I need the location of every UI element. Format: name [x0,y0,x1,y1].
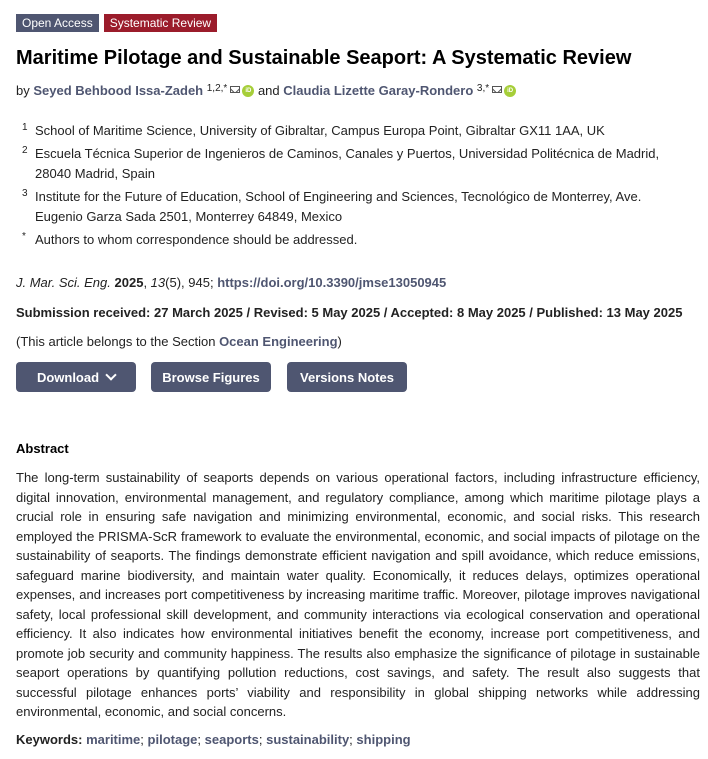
article-badges [16,14,217,32]
keyword-link[interactable]: shipping [356,732,411,747]
keyword-link[interactable]: maritime [86,732,141,747]
open-access-badge[interactable]: Open Access [16,14,99,32]
download-button[interactable] [16,362,136,392]
keyword-separator: ; [349,732,353,747]
article-type-badge[interactable]: Systematic Review [104,14,217,32]
browse-figures-button[interactable]: Browse Figures [151,362,271,392]
affiliation-text: Institute for the Future of Education, School of Engineering and Sciences, Tecnológico de Monterrey, Ave. Eugenio Garza Sada 2501, Monterrey 64849, Mexico [35,189,642,224]
affiliation-item [16,230,676,250]
and-label: and [257,83,280,98]
article-actions [16,362,407,392]
versions-notes-button[interactable]: Versions Notes [287,362,407,392]
affiliation-number: 2 [22,145,28,156]
affiliation-number: 3 [22,188,28,199]
orcid-icon[interactable]: iD [504,85,516,97]
section-link[interactable]: Ocean Engineering [219,334,338,349]
author-list [16,83,516,100]
abstract-text: The long-term sustainability of seaports depends on various operational factors, including infrastructure efficiency, digital innovation, environmental management, and regulatory compliance, among which maritime pilotage plays a crucial role in ensuring safe navigation and minimizing environmental, economic, and social risks. This research employed the PRISMA-ScR framework to evaluate the environmental, economic, and social impacts of pilotage on the sustainability of seaports. The findings demonstrate efficient navigation and spill avoidance, which reduce emissions, safeguard marine biodiversity, and maintain water quality. Economically, it reduces delays, optimizes operational expenses, and increases port competitiveness by increasing maritime traffic. Moreover, pilotage improves navigational safety, local professional skill development, and community interactions via ecological conservation and operational efficiency. It also indicates how environmental initiatives benefit the economy, increase port competitiveness, and promote job security and community happiness. The results also emphasize the significance of pilotage in sustainable seaport operations by quantifying pollution reductions, cost savings, and safety. The result also suggests that successful pilotage enhances ports’ viability and responsibility in global shipping networks while addressing environmental, economic, and social concerns. [16,470,700,719]
citation-year: 2025 [114,275,144,290]
citation-comma: , [143,275,151,290]
chevron-down-icon [105,369,116,380]
publication-dates: Submission received: 27 March 2025 / Revised: 5 May 2025 / Accepted: 8 May 2025 / Published: 13 May 2025 [16,305,683,320]
article-title: Maritime Pilotage and Sustainable Seaport: A Systematic Review [16,47,632,69]
keyword-link[interactable]: pilotage [147,732,198,747]
keyword-separator: ; [140,732,144,747]
citation-volume: 13 [150,275,166,290]
affiliation-item [16,144,676,184]
doi-link[interactable]: https://doi.org/10.3390/jmse13050945 [217,275,447,290]
keywords [16,732,411,747]
section-note-suffix: ) [337,334,342,349]
affiliation-number: 1 [22,122,28,133]
affiliation-text: Authors to whom correspondence should be addressed. [35,232,358,247]
affiliation-text: School of Maritime Science, University of Gibraltar, Campus Europa Point, Gibraltar GX11 1AA, UK [35,123,605,138]
author-link-1[interactable]: Seyed Behbood Issa-Zadeh [33,83,204,98]
download-label: Download [36,369,100,385]
journal-name: J. Mar. Sci. Eng. [16,275,111,290]
affiliation-text: Escuela Técnica Superior de Ingenieros de Caminos, Canales y Puertos, Universidad Politécnica de Madrid, 28040 Madrid, Spain [35,146,660,181]
affiliation-number: * [22,231,26,242]
keyword-link[interactable]: sustainability [266,732,350,747]
citation-issue-pages: (5), 945; [165,275,214,290]
section-note [16,334,342,349]
affiliations [16,121,676,253]
keyword-link[interactable]: seaports [204,732,259,747]
section-note-prefix: (This article belongs to the Section [16,334,216,349]
author-1-affiliation-sup: 1,2,* [206,83,228,94]
keyword-separator: ; [258,732,263,747]
affiliation-item [16,187,676,227]
author-2-affiliation-sup: 3,* [476,83,490,94]
citation [16,275,446,290]
affiliation-item [16,121,676,141]
keyword-separator: ; [197,732,202,747]
orcid-icon[interactable]: iD [242,85,254,97]
author-link-2[interactable]: Claudia Lizette Garay-Rondero [283,83,474,98]
by-label: by [16,83,30,98]
keywords-label: Keywords: [16,732,83,747]
envelope-icon[interactable] [492,86,502,93]
abstract-heading: Abstract [16,441,69,456]
envelope-icon[interactable] [230,86,240,93]
